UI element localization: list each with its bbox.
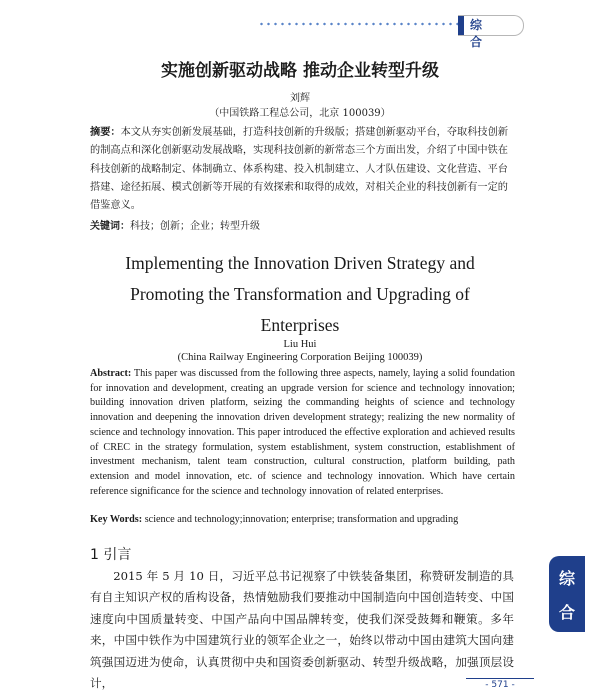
en-author: Liu Hui [283, 339, 317, 350]
cn-affiliation: （中国铁路工程总公司，北京 100039） [209, 108, 391, 119]
en-title [0, 248, 600, 341]
cn-title: 实施创新驱动战略 推动企业转型升级 [161, 61, 439, 81]
cn-author: 刘辉 [290, 93, 310, 104]
side-tab-char-1: 综 [558, 568, 575, 588]
en-keywords-text: science and technology;innovation; enterprise; transformation and upgrading [142, 514, 459, 525]
cn-abstract-label: 摘要： [90, 127, 121, 138]
en-abstract-label: Abstract: [90, 368, 132, 379]
section-heading: 1 引言 [90, 547, 132, 563]
cn-keywords-text: 科技；创新；企业；转型升级 [130, 221, 260, 232]
en-abstract-text: This paper was discussed from the following three aspects, namely, laying a solid foundation for innovation and development, creating an upgrade version for science and technology innovation; building innovation driven platform, seizing the commanding heights of science and technology innovation and deepening the innovation driven development strategy; realizing the new normality of science and technology innovation. This paper introduced the effective exploration and achieved results of CREC in the strategy formulation, system establishment, system construction, establishment of investment mechanism, talent team construction, cultural construction, platform building, path extension and model innovation, etc. of science and technology innovation. Which have certain reference significance for the science and technology innovation of related enterprises. [90, 368, 515, 497]
en-title-line-3: Enterprises [260, 315, 340, 335]
en-title-line-2: Promoting the Transformation and Upgrading of [130, 284, 470, 304]
header-dot-line [258, 22, 458, 26]
side-tab-char-2: 合 [558, 602, 575, 622]
header-tab-bar [458, 16, 464, 35]
cn-abstract-text: 本文从夯实创新发展基础，打造科技创新的升级版；搭建创新驱动平台，夺取科技创新的制高点和深化创新驱动发展战略，实现科技创新的新常态三个方面出发，介绍了中国中铁在科技创新的战略制定、体制确立、体系构建、投入机制建立、人才队伍建设、文化营造、平台搭建、途径拓展、模式创新等开展的有效探索和取得的成效，对相关企业的科技创新有一定的借鉴意义。 [90, 127, 509, 212]
en-title-line-1: Implementing the Innovation Driven Strategy and [125, 253, 475, 273]
en-affiliation: (China Railway Engineering Corporation Beijing 100039) [177, 352, 423, 363]
header-section-label: 综合 [470, 18, 497, 49]
cn-keywords [90, 217, 260, 232]
page-number: - 571 - [470, 680, 530, 690]
side-section-tab [549, 556, 585, 632]
header-section-tab [458, 15, 524, 49]
section-paragraph: 2015 年 5 月 10 日，习近平总书记视察了中铁装备集团，称赞研发制造的具有自主知识产权的盾构设备，热情勉励我们要推动中国制造向中国创造转变、中国速度向中国质量转变、中国产品向中国品牌转变，使我们深受鼓舞和鞭策。多年来，中国中铁作为中国建筑行业的领军企业之一，始终以带动中国由建筑大国向建筑强国迈进为使命，认真贯彻中央和国资委创新驱动、转型升级战略，加强顶层设计， [90, 569, 514, 691]
en-abstract [90, 367, 515, 499]
cn-abstract [90, 124, 508, 215]
en-keywords-label: Key Words: [90, 514, 143, 525]
cn-keywords-label: 关键词： [90, 221, 130, 232]
en-keywords [90, 514, 458, 525]
